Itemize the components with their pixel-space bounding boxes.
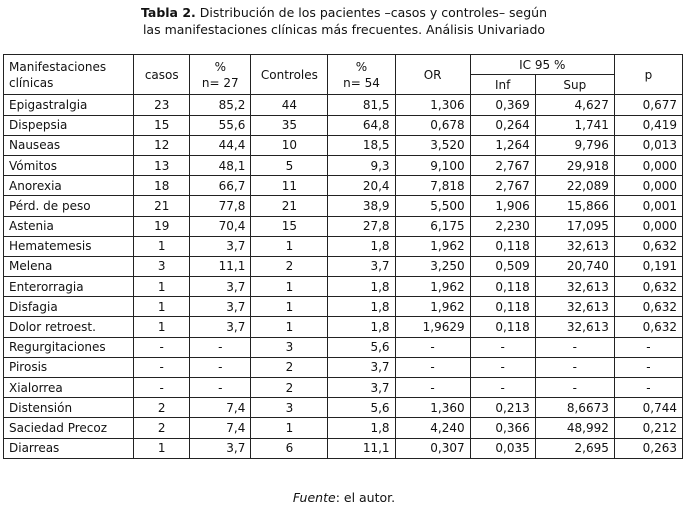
table-row (4, 438, 683, 458)
cell-or: 1,306 (395, 95, 470, 115)
cell-p: 0,000 (614, 155, 682, 175)
cell-controles: 5 (251, 155, 328, 175)
table-row (4, 378, 683, 398)
cell-sup: 8,6673 (535, 398, 614, 418)
cell-manifestacion: Dolor retroest. (4, 317, 134, 337)
table-row (4, 297, 683, 317)
header-controles: Controles (251, 55, 328, 95)
header-row-1 (4, 55, 683, 75)
cell-sup: 4,627 (535, 95, 614, 115)
table-row (4, 418, 683, 438)
cell-sup: 17,095 (535, 216, 614, 236)
header-manif-line1: Manifestaciones (9, 59, 107, 74)
table-row (4, 398, 683, 418)
cell-controles: 1 (251, 418, 328, 438)
cell-pct-casos: 7,4 (190, 398, 251, 418)
cell-sup: 48,992 (535, 418, 614, 438)
cell-casos: 1 (134, 297, 190, 317)
cell-pct-controles: 9,3 (328, 155, 395, 175)
header-pct-casos-line2: n= 27 (201, 75, 239, 90)
cell-inf: 0,118 (470, 297, 535, 317)
cell-casos: 1 (134, 236, 190, 256)
cell-manifestacion: Pirosis (4, 357, 134, 377)
cell-sup: 32,613 (535, 236, 614, 256)
header-p: p (614, 55, 682, 95)
cell-inf: 1,906 (470, 196, 535, 216)
cell-sup: 9,796 (535, 135, 614, 155)
caption-text-1: Distribución de los pacientes –casos y controles– según (199, 5, 548, 20)
cell-pct-casos: - (190, 337, 251, 357)
cell-pct-controles: 1,8 (328, 236, 395, 256)
cell-pct-casos: 44,4 (190, 135, 251, 155)
cell-inf: 2,767 (470, 155, 535, 175)
cell-sup: 32,613 (535, 297, 614, 317)
cell-p: 0,632 (614, 277, 682, 297)
cell-pct-casos: 66,7 (190, 176, 251, 196)
table-source (0, 490, 688, 505)
table-row (4, 135, 683, 155)
cell-p: - (614, 337, 682, 357)
cell-p: 0,013 (614, 135, 682, 155)
cell-controles: 6 (251, 438, 328, 458)
cell-pct-controles: 11,1 (328, 438, 395, 458)
cell-manifestacion: Regurgitaciones (4, 337, 134, 357)
cell-controles: 1 (251, 297, 328, 317)
cell-pct-controles: 3,7 (328, 256, 395, 276)
header-or: OR (395, 55, 470, 95)
table-row (4, 337, 683, 357)
header-manif-line2: clínicas (9, 75, 54, 90)
table-row (4, 277, 683, 297)
cell-pct-casos: 85,2 (190, 95, 251, 115)
cell-inf: 2,230 (470, 216, 535, 236)
cell-inf: 0,264 (470, 115, 535, 135)
cell-manifestacion: Melena (4, 256, 134, 276)
cell-pct-controles: 1,8 (328, 277, 395, 297)
cell-p: 0,632 (614, 236, 682, 256)
cell-inf: - (470, 357, 535, 377)
cell-sup: 22,089 (535, 176, 614, 196)
cell-pct-controles: 1,8 (328, 297, 395, 317)
caption-label: Tabla 2. (140, 5, 196, 20)
cell-inf: 2,767 (470, 176, 535, 196)
cell-or: 0,307 (395, 438, 470, 458)
cell-pct-casos: - (190, 378, 251, 398)
header-casos: casos (134, 55, 190, 95)
cell-inf: 0,118 (470, 277, 535, 297)
cell-pct-controles: 64,8 (328, 115, 395, 135)
cell-casos: 1 (134, 317, 190, 337)
table-row (4, 256, 683, 276)
cell-controles: 2 (251, 256, 328, 276)
cell-pct-casos: 3,7 (190, 236, 251, 256)
cell-manifestacion: Hematemesis (4, 236, 134, 256)
cell-pct-controles: 5,6 (328, 398, 395, 418)
table-row (4, 176, 683, 196)
cell-or: 3,520 (395, 135, 470, 155)
cell-p: 0,000 (614, 176, 682, 196)
cell-manifestacion: Diarreas (4, 438, 134, 458)
cell-p: - (614, 357, 682, 377)
table-caption (0, 4, 688, 38)
cell-controles: 3 (251, 398, 328, 418)
cell-or: 4,240 (395, 418, 470, 438)
cell-p: 0,744 (614, 398, 682, 418)
cell-casos: - (134, 357, 190, 377)
cell-pct-casos: 3,7 (190, 297, 251, 317)
cell-p: 0,212 (614, 418, 682, 438)
cell-pct-controles: 1,8 (328, 317, 395, 337)
cell-casos: 2 (134, 398, 190, 418)
cell-sup: - (535, 357, 614, 377)
cell-inf: 0,118 (470, 317, 535, 337)
cell-sup: 29,918 (535, 155, 614, 175)
cell-manifestacion: Astenia (4, 216, 134, 236)
cell-controles: 35 (251, 115, 328, 135)
cell-controles: 2 (251, 357, 328, 377)
cell-p: 0,001 (614, 196, 682, 216)
cell-sup: - (535, 378, 614, 398)
source-label: Fuente (292, 490, 336, 505)
cell-manifestacion: Epigastralgia (4, 95, 134, 115)
cell-pct-casos: 48,1 (190, 155, 251, 175)
cell-casos: 19 (134, 216, 190, 236)
cell-sup: 32,613 (535, 317, 614, 337)
header-pct-casos (190, 55, 251, 95)
cell-casos: - (134, 378, 190, 398)
cell-or: 3,250 (395, 256, 470, 276)
cell-p: 0,677 (614, 95, 682, 115)
cell-pct-casos: 3,7 (190, 317, 251, 337)
table-row (4, 115, 683, 135)
cell-sup: - (535, 337, 614, 357)
cell-manifestacion: Disfagia (4, 297, 134, 317)
cell-pct-controles: 18,5 (328, 135, 395, 155)
cell-inf: 0,118 (470, 236, 535, 256)
cell-or: 5,500 (395, 196, 470, 216)
cell-or: 1,962 (395, 236, 470, 256)
table-row (4, 357, 683, 377)
cell-sup: 15,866 (535, 196, 614, 216)
cell-or: 1,962 (395, 277, 470, 297)
cell-manifestacion: Dispepsia (4, 115, 134, 135)
cell-manifestacion: Vómitos (4, 155, 134, 175)
cell-manifestacion: Distensión (4, 398, 134, 418)
cell-casos: 21 (134, 196, 190, 216)
caption-line-1 (0, 4, 688, 21)
cell-or: 0,678 (395, 115, 470, 135)
header-pct-casos-line1: % (214, 59, 226, 74)
cell-controles: 2 (251, 378, 328, 398)
cell-or: 9,100 (395, 155, 470, 175)
cell-casos: 18 (134, 176, 190, 196)
cell-inf: 0,213 (470, 398, 535, 418)
header-inf: Inf (470, 75, 535, 95)
cell-pct-casos: 77,8 (190, 196, 251, 216)
cell-casos: 1 (134, 438, 190, 458)
cell-pct-casos: 7,4 (190, 418, 251, 438)
cell-or: 6,175 (395, 216, 470, 236)
cell-inf: 1,264 (470, 135, 535, 155)
cell-pct-controles: 81,5 (328, 95, 395, 115)
header-sup: Sup (535, 75, 614, 95)
cell-pct-casos: 3,7 (190, 438, 251, 458)
cell-sup: 20,740 (535, 256, 614, 276)
table-row (4, 196, 683, 216)
cell-controles: 15 (251, 216, 328, 236)
table-row (4, 155, 683, 175)
cell-manifestacion: Anorexia (4, 176, 134, 196)
header-ic: IC 95 % (470, 55, 614, 75)
cell-or: - (395, 378, 470, 398)
cell-or: 7,818 (395, 176, 470, 196)
cell-pct-casos: 11,1 (190, 256, 251, 276)
table-row (4, 236, 683, 256)
cell-or: 1,962 (395, 297, 470, 317)
cell-casos: 13 (134, 155, 190, 175)
cell-casos: 3 (134, 256, 190, 276)
cell-pct-casos: 70,4 (190, 216, 251, 236)
cell-casos: 12 (134, 135, 190, 155)
cell-sup: 2,695 (535, 438, 614, 458)
cell-p: - (614, 378, 682, 398)
cell-or: - (395, 337, 470, 357)
cell-pct-casos: 3,7 (190, 277, 251, 297)
cell-pct-casos: - (190, 357, 251, 377)
cell-sup: 32,613 (535, 277, 614, 297)
cell-controles: 44 (251, 95, 328, 115)
cell-manifestacion: Saciedad Precoz (4, 418, 134, 438)
cell-controles: 10 (251, 135, 328, 155)
cell-controles: 11 (251, 176, 328, 196)
header-pct-ctrl-line1: % (355, 59, 368, 74)
cell-casos: - (134, 337, 190, 357)
cell-p: 0,191 (614, 256, 682, 276)
results-table (3, 54, 683, 459)
cell-pct-controles: 3,7 (328, 357, 395, 377)
caption-line-2: las manifestaciones clínicas más frecuentes. Análisis Univariado (142, 22, 546, 37)
cell-p: 0,632 (614, 317, 682, 337)
cell-or: 1,9629 (395, 317, 470, 337)
cell-or: - (395, 357, 470, 377)
table-row (4, 317, 683, 337)
header-manifestaciones (4, 55, 134, 95)
cell-controles: 1 (251, 236, 328, 256)
cell-pct-controles: 27,8 (328, 216, 395, 236)
cell-controles: 1 (251, 277, 328, 297)
header-pct-controles (328, 55, 395, 95)
cell-manifestacion: Pérd. de peso (4, 196, 134, 216)
cell-manifestacion: Nauseas (4, 135, 134, 155)
cell-sup: 1,741 (535, 115, 614, 135)
cell-controles: 3 (251, 337, 328, 357)
cell-pct-controles: 5,6 (328, 337, 395, 357)
cell-inf: 0,366 (470, 418, 535, 438)
cell-casos: 1 (134, 277, 190, 297)
cell-pct-controles: 3,7 (328, 378, 395, 398)
cell-controles: 21 (251, 196, 328, 216)
cell-inf: 0,509 (470, 256, 535, 276)
cell-pct-casos: 55,6 (190, 115, 251, 135)
cell-manifestacion: Xialorrea (4, 378, 134, 398)
source-text: : el autor. (335, 490, 396, 505)
cell-pct-controles: 1,8 (328, 418, 395, 438)
cell-or: 1,360 (395, 398, 470, 418)
cell-p: 0,000 (614, 216, 682, 236)
table-row (4, 95, 683, 115)
cell-casos: 15 (134, 115, 190, 135)
cell-casos: 2 (134, 418, 190, 438)
cell-pct-controles: 20,4 (328, 176, 395, 196)
cell-inf: - (470, 337, 535, 357)
cell-inf: 0,035 (470, 438, 535, 458)
cell-manifestacion: Enterorragia (4, 277, 134, 297)
cell-inf: - (470, 378, 535, 398)
cell-inf: 0,369 (470, 95, 535, 115)
table-row (4, 216, 683, 236)
header-pct-ctrl-line2: n= 54 (343, 75, 380, 90)
cell-p: 0,419 (614, 115, 682, 135)
cell-p: 0,632 (614, 297, 682, 317)
cell-casos: 23 (134, 95, 190, 115)
cell-pct-controles: 38,9 (328, 196, 395, 216)
cell-p: 0,263 (614, 438, 682, 458)
cell-controles: 1 (251, 317, 328, 337)
